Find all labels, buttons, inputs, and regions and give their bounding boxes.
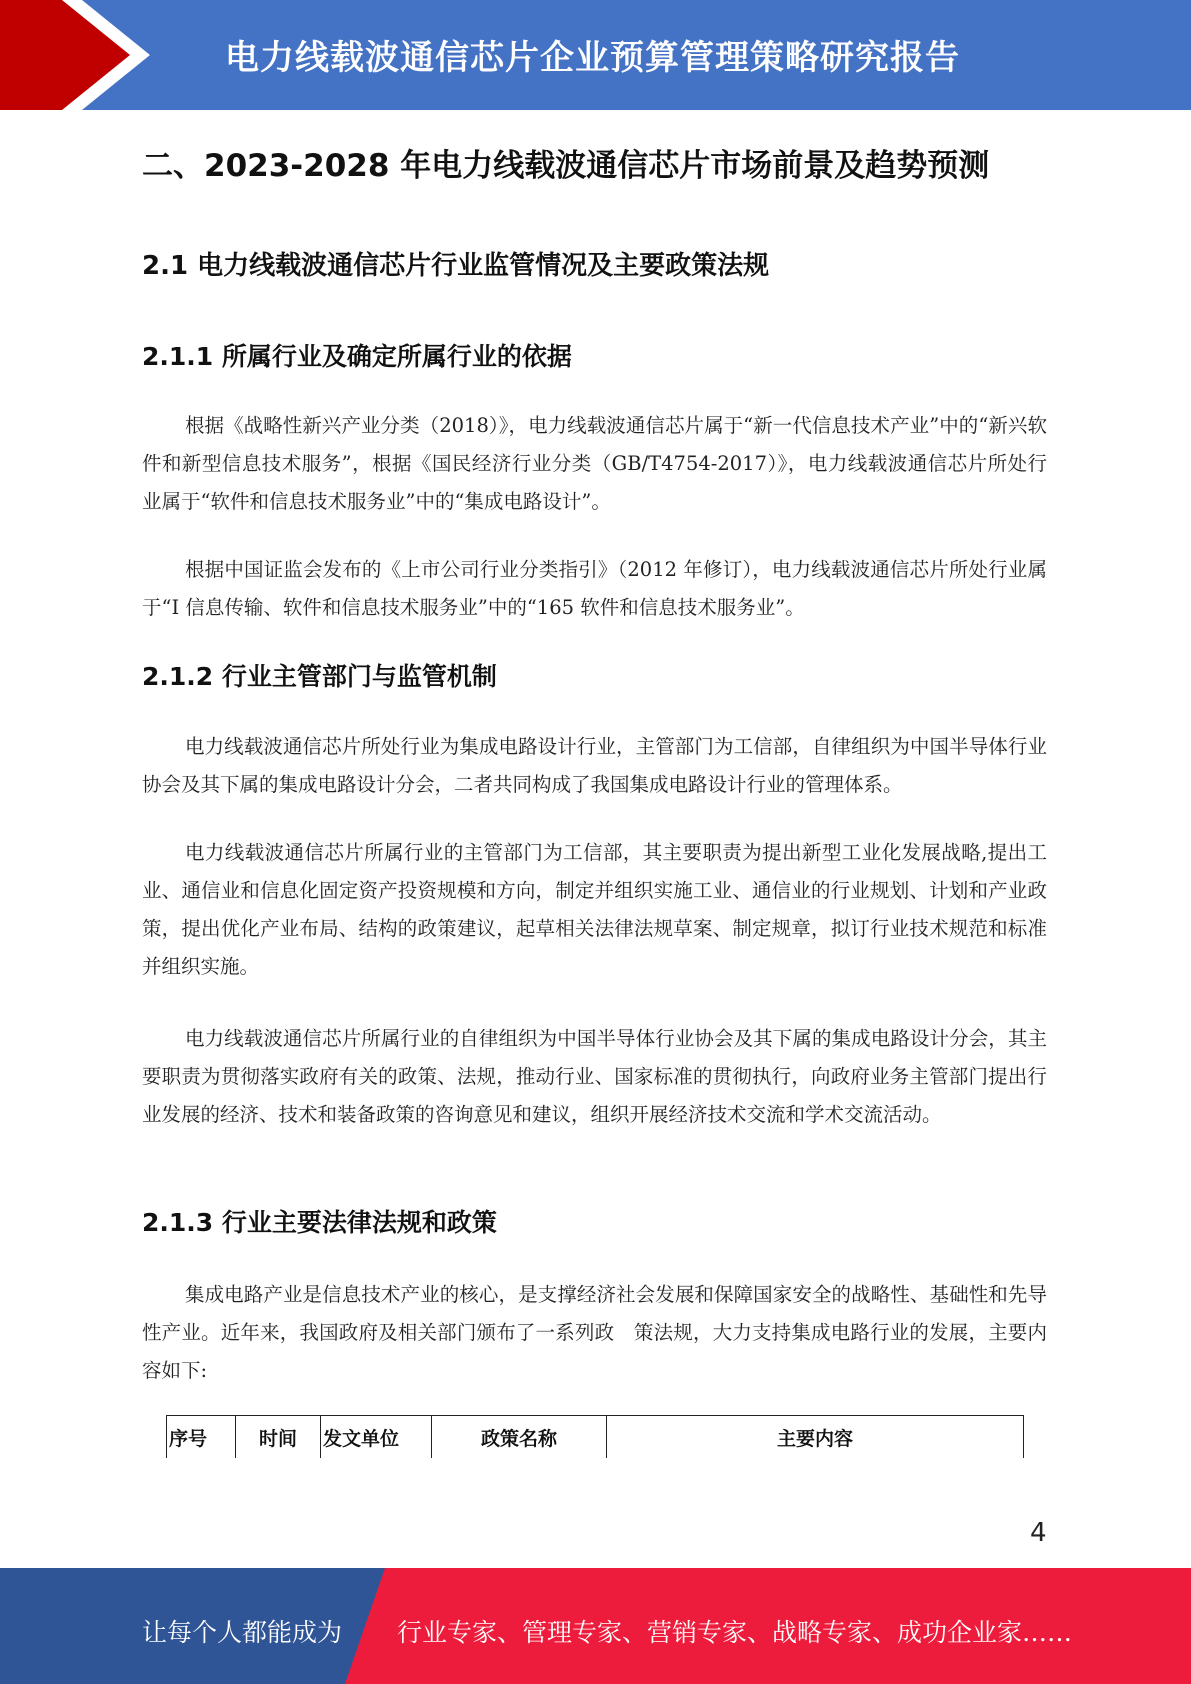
- section-title: 二、2023-2028 年电力线载波通信芯片市场前景及趋势预测: [142, 148, 990, 184]
- report-title: 电力线载波通信芯片企业预算管理策略研究报告: [225, 38, 960, 78]
- column-header-issuer: 发文单位: [321, 1416, 432, 1459]
- footer-banner: [0, 1568, 1191, 1684]
- paragraph: 电力线载波通信芯片所处行业为集成电路设计行业，主管部门为工信部，自律组织为中国半导体行业协会及其下属的集成电路设计分会，二者共同构成了我国集成电路设计行业的管理体系。: [142, 735, 1047, 796]
- subsection-title: 2.1 电力线载波通信芯片行业监管情况及主要政策法规: [142, 251, 770, 281]
- paragraph: 电力线载波通信芯片所属行业的自律组织为中国半导体行业协会及其下属的集成电路设计分会，其主要职责为贯彻落实政府有关的政策、法规，推动行业、国家标准的贯彻执行，向政府业务主管部门提出行业发展的经济、技术和装备政策的咨询意见和建议，组织开展经济技术交流和学术交流活动。: [142, 1027, 1047, 1126]
- header-banner: [0, 0, 1191, 110]
- paragraph: 集成电路产业是信息技术产业的核心，是支撑经济社会发展和保障国家安全的战略性、基础性和先导性产业。近年来，我国政府及相关部门颁布了一系列政 策法规，大力支持集成电路行业的发展，主要内容如下:: [142, 1283, 1047, 1382]
- paragraph: 电力线载波通信芯片所属行业的主管部门为工信部，其主要职责为提出新型工业化发展战略,提出工业、通信业和信息化固定资产投资规模和方向，制定并组织实施工业、通信业的行业规划、计划和产业政策，提出优化产业布局、结构的政策建议，起草相关法律法规草案、制定规章，拟订行业技术规范和标准并组织实施。: [142, 841, 1047, 978]
- table-header-row: [167, 1416, 1024, 1459]
- column-header-content: 主要内容: [607, 1416, 1024, 1459]
- column-header-time: 时间: [236, 1416, 321, 1459]
- policy-table: [166, 1415, 1024, 1458]
- column-header-policy-name: 政策名称: [432, 1416, 607, 1459]
- part-heading-2-1-3: 2.1.3 行业主要法律法规和政策: [142, 1208, 497, 1237]
- part-heading-2-1-2: 2.1.2 行业主管部门与监管机制: [142, 662, 497, 691]
- part-heading-2-1-1: 2.1.1 所属行业及确定所属行业的依据: [142, 342, 572, 371]
- footer-slogan-left: 让每个人都能成为: [142, 1618, 343, 1647]
- column-header-index: 序号: [167, 1416, 236, 1459]
- page-number: 4: [1030, 1518, 1047, 1548]
- paragraph: 根据中国证监会发布的《上市公司行业分类指引》（2012 年修订），电力线载波通信芯片所处行业属于“I 信息传输、软件和信息技术服务业”中的“165 软件和信息技术服务业”。: [142, 558, 1047, 619]
- paragraph: 根据《战略性新兴产业分类（2018）》，电力线载波通信芯片属于“新一代信息技术产业”中的“新兴软件和新型信息技术服务”，根据《国民经济行业分类（GB/T4754-2017）》，电力线载波通信芯片所处行业属于“软件和信息技术服务业”中的“集成电路设计”。: [142, 414, 1047, 513]
- footer-slogan-right: 行业专家、管理专家、营销专家、战略专家、成功企业家……: [397, 1618, 1073, 1647]
